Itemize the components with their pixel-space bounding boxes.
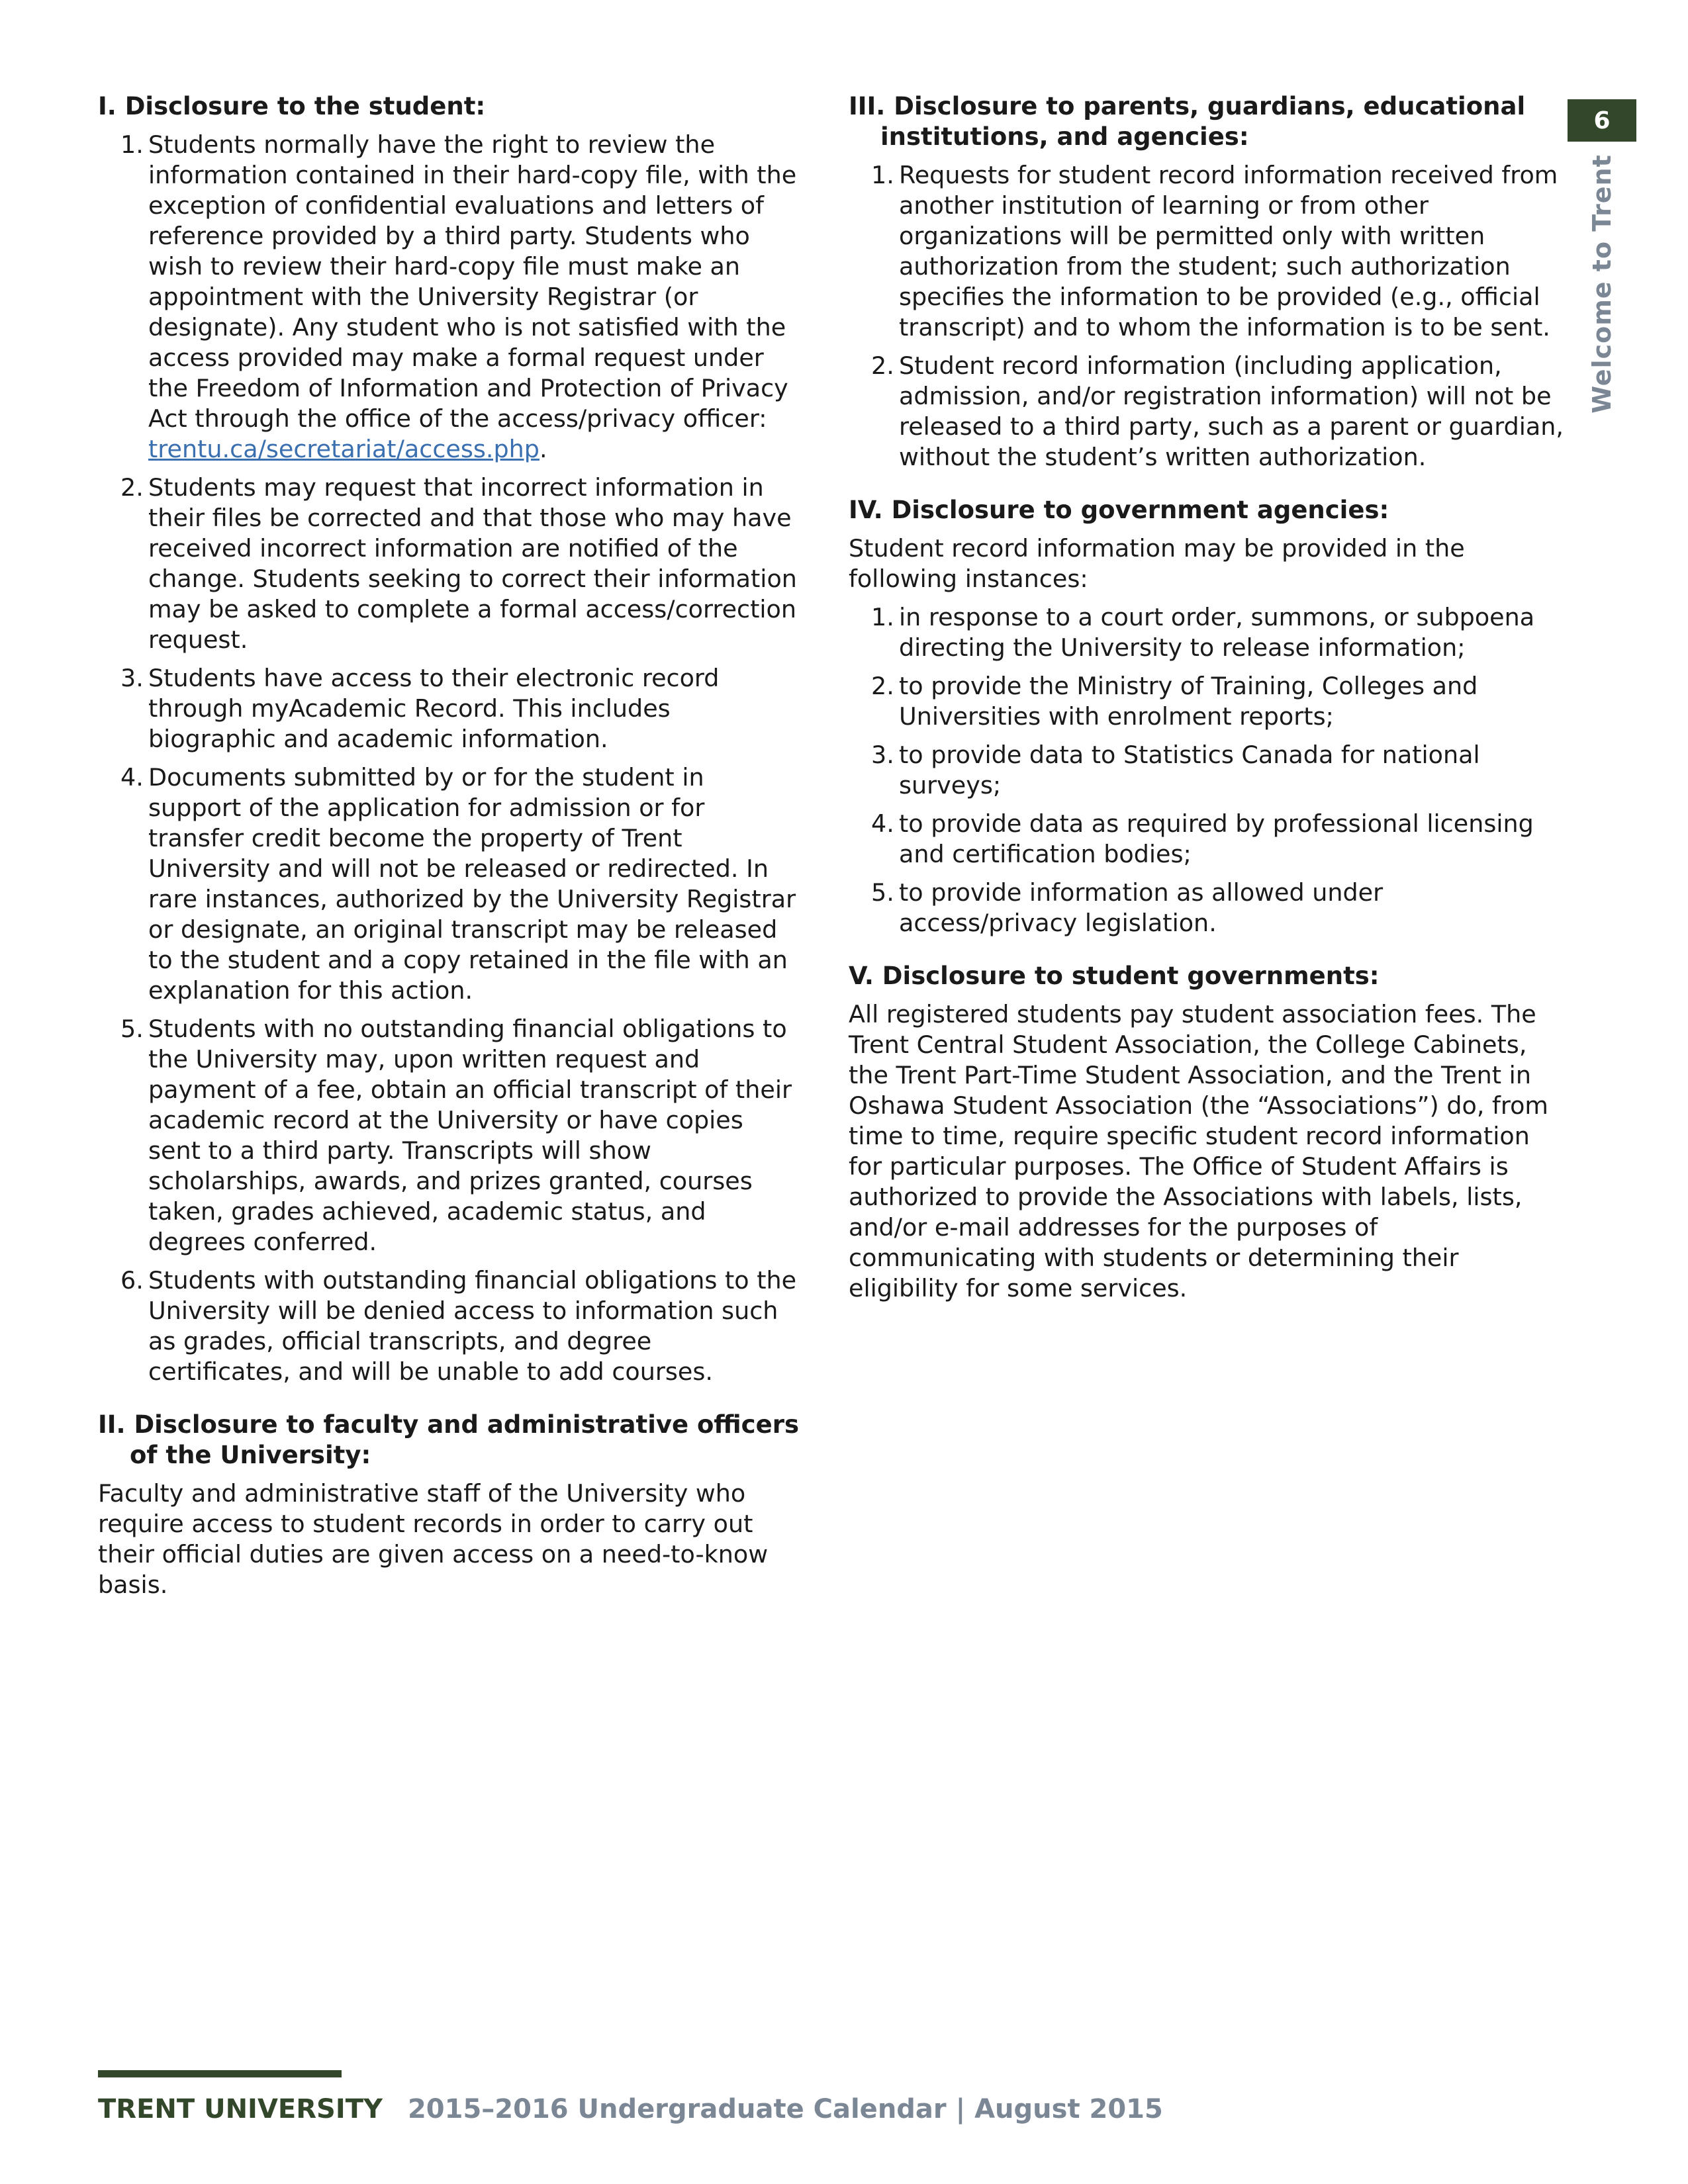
footer-org-name: TRENT UNIVERSITY [98, 2094, 383, 2124]
numbered-list [849, 160, 1564, 473]
item-number: 1. [871, 161, 894, 189]
page-number-badge: 6 [1568, 99, 1636, 142]
left-column [98, 91, 801, 1623]
list-item [849, 351, 1564, 473]
item-text: Students normally have the right to review the information contained in their hard-copy file, with the exception of confidential evaluations and letters of reference provided by a third party. Students who wish to review their hard-copy file must make an appointment with the University Registrar (or designate). Any student who is not satisfied with the access provided may make a formal request under the Freedom of Information and Protection of Privacy Act through the office of the access/privacy officer: [148, 130, 797, 433]
section-disclosure-government [849, 495, 1564, 938]
item-text: to provide data as required by professional licensing and certification bodies; [899, 809, 1534, 868]
section-heading: IV. Disclosure to government agencies: [849, 496, 1389, 524]
footer-calendar-title: 2015–2016 Undergraduate Calendar | August 2015 [407, 2094, 1163, 2124]
list-item [98, 1265, 801, 1387]
section-heading: V. Disclosure to student governments: [849, 962, 1380, 990]
numbered-list [98, 130, 801, 1387]
item-text: to provide the Ministry of Training, Colleges and Universities with enrolment reports; [899, 672, 1478, 731]
item-text-end: . [539, 435, 547, 463]
list-item [98, 663, 801, 754]
section-paragraph: All registered students pay student association fees. The Trent Central Student Association, the College Cabinets, the Trent Part-Time Student Association, and the Trent in Oshawa Student Association (the “Associations”) do, from time to time, require specific student record information for particular purposes. The Office of Student Affairs is authorized to provide the Associations with labels, lists, and/or e-mail addresses for the purposes of communicating with students or determining their eligibility for some services. [849, 1000, 1548, 1302]
list-item [98, 130, 801, 465]
item-text: Requests for student record information received from another institution of learning or from other organizations will be permitted only with written authorization from the student; such authorization specifies the information to be provided (e.g., official transcript) and to whom the information is to be sent. [899, 161, 1558, 341]
list-item [849, 809, 1564, 870]
side-section-label: Welcome to Trent [1587, 154, 1617, 414]
item-number: 1. [120, 130, 144, 159]
item-number: 2. [871, 351, 894, 380]
section-disclosure-student [98, 91, 801, 1387]
list-item [849, 671, 1564, 732]
item-number: 6. [120, 1266, 144, 1295]
item-number: 4. [871, 809, 894, 838]
footer [98, 2094, 1163, 2124]
item-text: Students may request that incorrect information in their files be corrected and that those who may have received incorrect information are notified of the change. Students seeking to correct their information may be asked to complete a formal access/correction request. [148, 473, 797, 654]
item-text: Students with outstanding financial obligations to the University will be denied access to information such as grades, official transcripts, and degree certificates, and will be unable to add courses. [148, 1266, 797, 1386]
list-item [849, 602, 1564, 663]
section-disclosure-parents [849, 91, 1564, 473]
access-link[interactable]: trentu.ca/secretariat/access.php [148, 435, 539, 463]
section-heading: I. Disclosure to the student: [98, 92, 486, 120]
section-paragraph: Faculty and administrative staff of the University who require access to student records in order to carry out their official duties are given access on a need-to-know basis. [98, 1479, 769, 1599]
footer-rule [98, 2070, 342, 2077]
item-number: 3. [871, 741, 894, 769]
numbered-list [849, 602, 1564, 938]
list-item [849, 160, 1564, 343]
item-text: to provide data to Statistics Canada for national surveys; [899, 741, 1480, 799]
item-text: Student record information (including application, admission, and/or registration information) will not be released to a third party, such as a parent or guardian, without the student’s written authorization. [899, 351, 1564, 471]
list-item [98, 762, 801, 1006]
item-number: 2. [120, 473, 144, 502]
list-item [849, 878, 1564, 938]
right-column [849, 91, 1564, 1326]
item-text: Documents submitted by or for the student in support of the application for admission or for transfer credit become the property of Trent University and will not be released or redirected. In rare instances, authorized by the University Registrar or designate, an original transcript may be released to the student and a copy retained in the file with an explanation for this action. [148, 763, 796, 1005]
section-disclosure-student-governments [849, 961, 1564, 1304]
side-label-wrap [1578, 154, 1626, 414]
item-text: Students with no outstanding financial obligations to the University may, upon written request and payment of a fee, obtain an official transcript of their academic record at the University or have copies sent to a third party. Transcripts will show scholarships, awards, and prizes granted, courses taken, grades achieved, academic status, and degrees conferred. [148, 1015, 792, 1256]
item-number: 5. [120, 1015, 144, 1043]
item-number: 2. [871, 672, 894, 700]
section-heading: II. Disclosure to faculty and administrative officers of the University: [98, 1410, 799, 1469]
section-paragraph: Student record information may be provided in the following instances: [849, 534, 1465, 593]
item-text: to provide information as allowed under access/privacy legislation. [899, 878, 1383, 937]
item-number: 5. [871, 878, 894, 907]
list-item [98, 1014, 801, 1257]
list-item [98, 473, 801, 655]
list-item [849, 740, 1564, 801]
item-text: in response to a court order, summons, or subpoena directing the University to release information; [899, 603, 1535, 662]
item-text: Students have access to their electronic record through myAcademic Record. This includes biographic and academic information. [148, 664, 720, 753]
item-number: 1. [871, 603, 894, 631]
section-heading: III. Disclosure to parents, guardians, educational institutions, and agencies: [849, 92, 1526, 151]
item-number: 3. [120, 664, 144, 692]
section-disclosure-faculty [98, 1410, 801, 1600]
item-number: 4. [120, 763, 144, 792]
